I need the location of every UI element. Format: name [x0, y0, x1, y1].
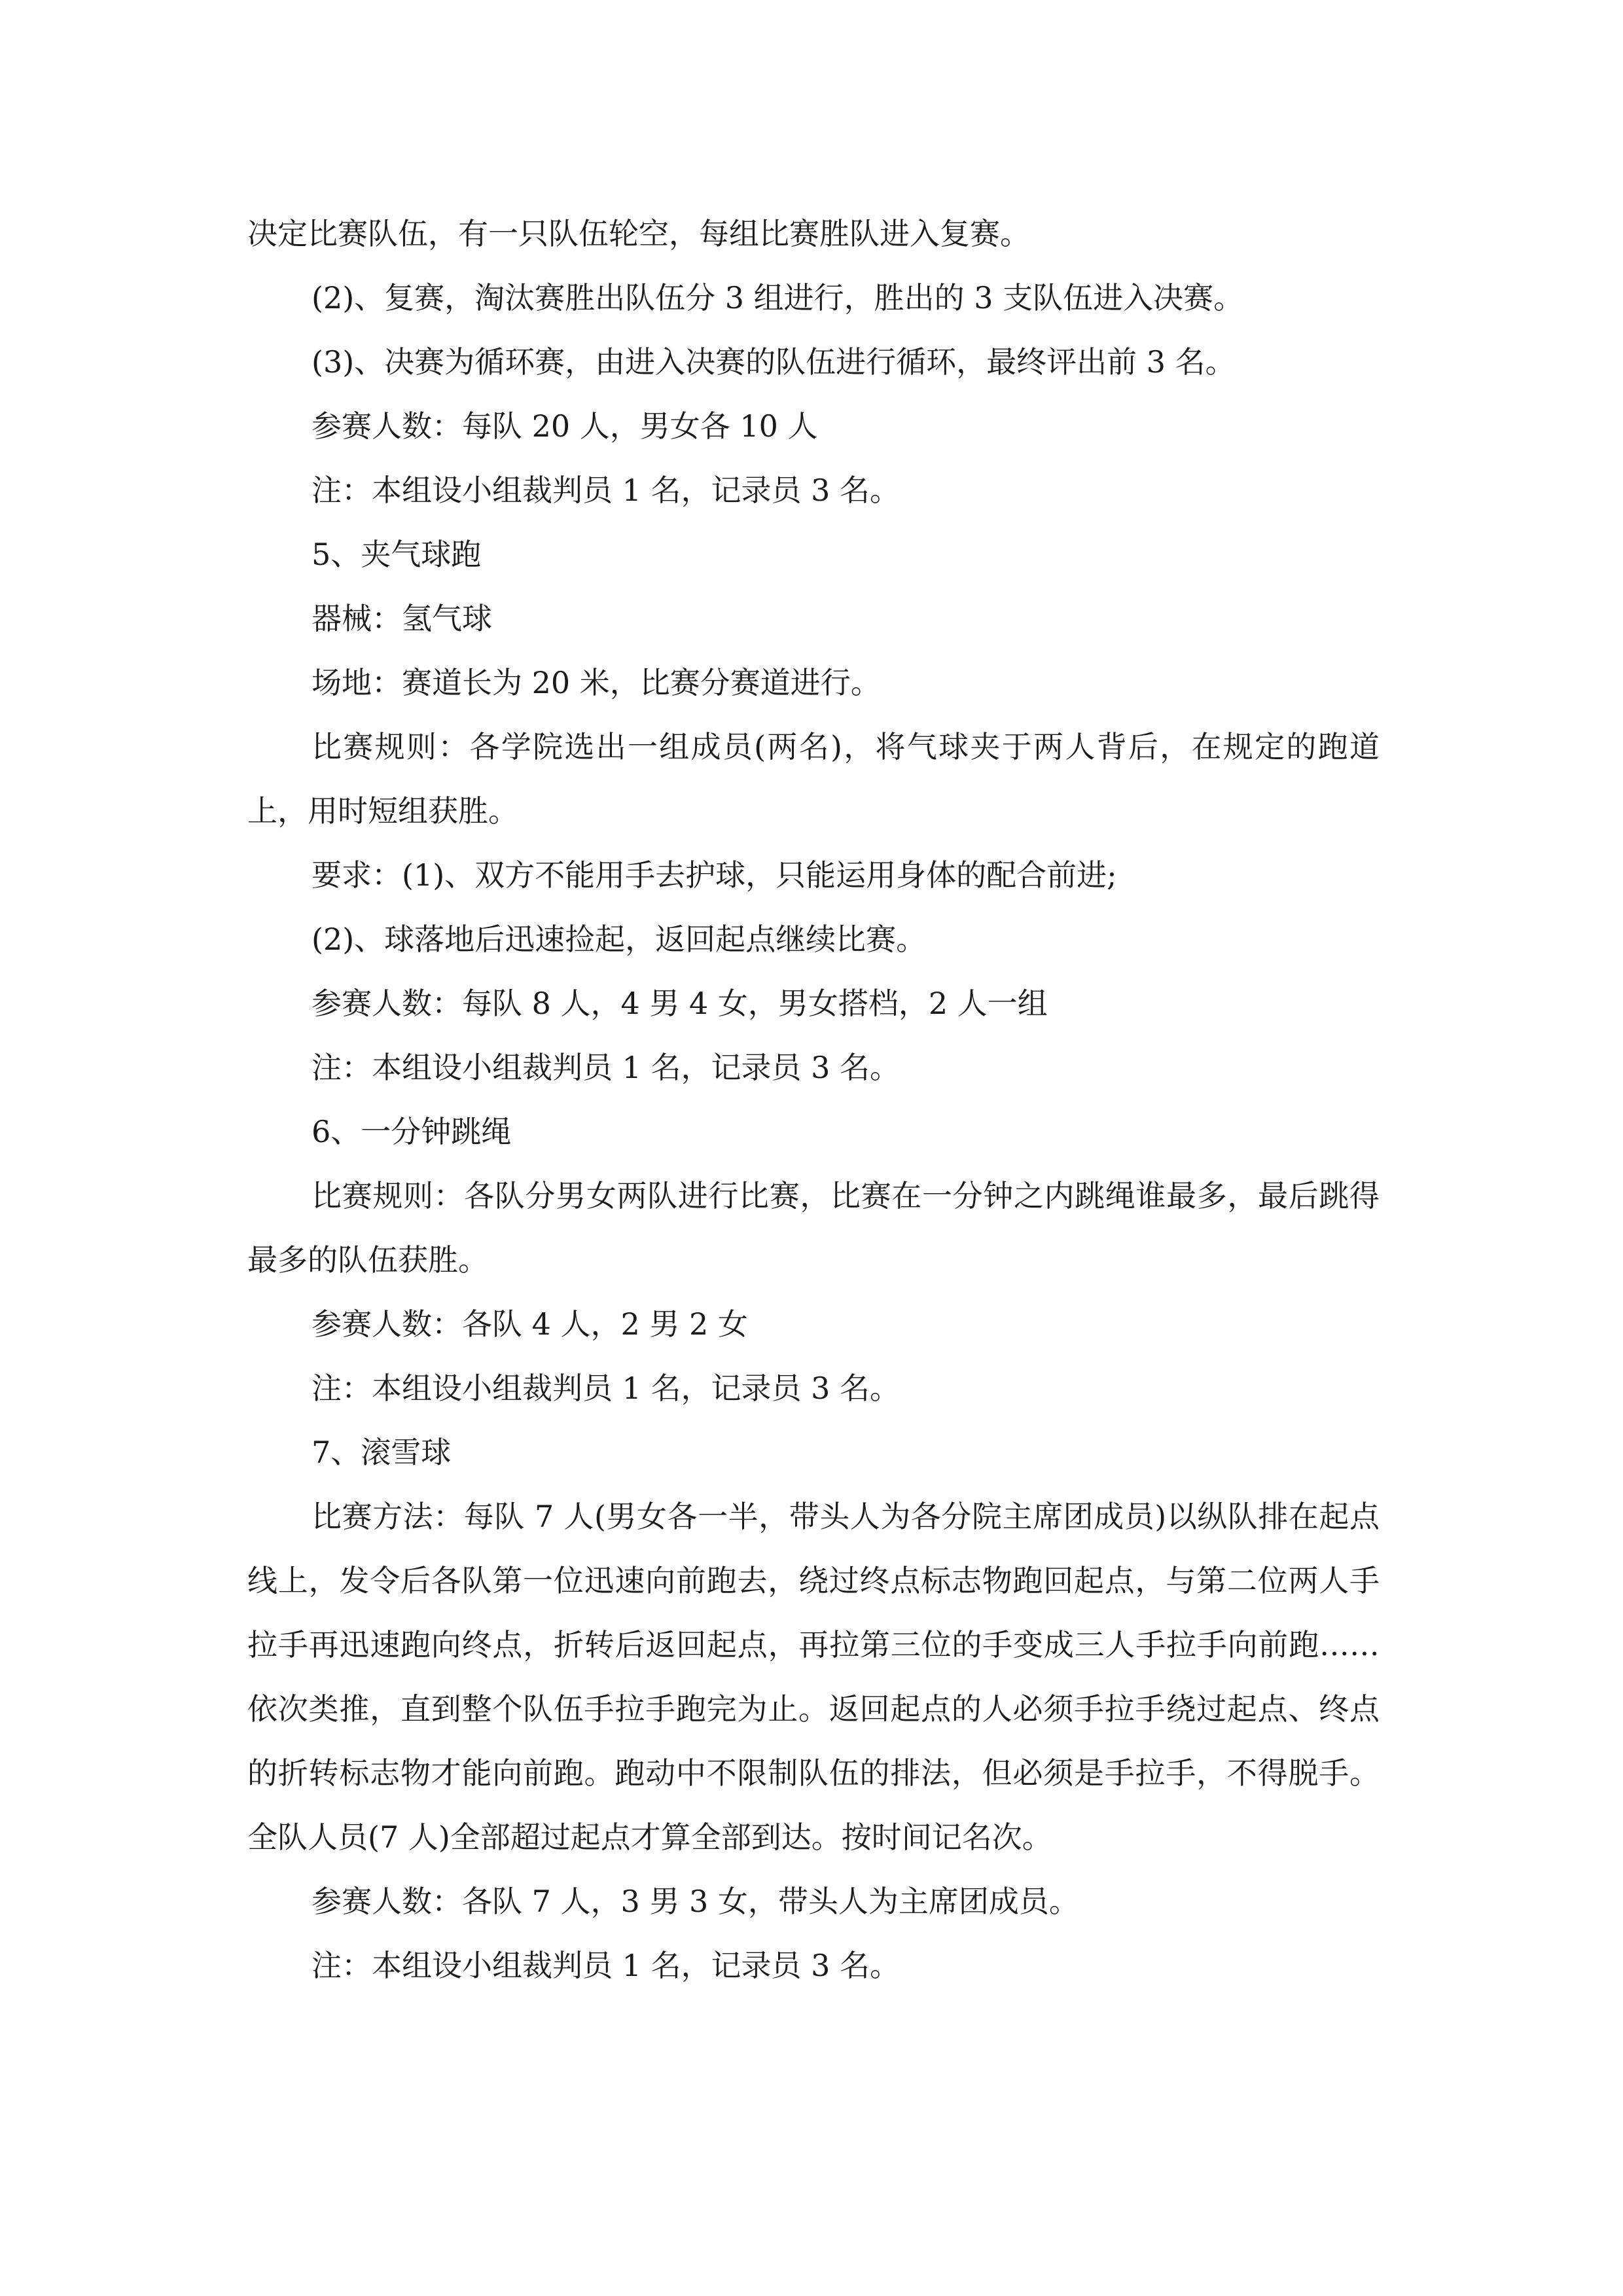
- section-heading-balloon-race: 5、夹气球跑: [312, 537, 482, 572]
- paragraph-note: 注：本组设小组裁判员 1 名，记录员 3 名。: [312, 1948, 901, 1983]
- paragraph-venue: 场地：赛道长为 20 米，比赛分赛道进行。: [312, 665, 881, 700]
- paragraph-requirement-2: (2)、球落地后迅速捡起，返回起点继续比赛。: [312, 922, 927, 957]
- paragraph-equipment: 器械：氢气球: [312, 601, 492, 636]
- paragraph-final-rule: (3)、决赛为循环赛，由进入决赛的队伍进行循环，最终评出前 3 名。: [312, 344, 1236, 380]
- paragraph-competition-rules: 比赛规则：各学院选出一组成员(两名)，将气球夹于两人背后，在规定的跑道上，用时短组获胜。: [247, 729, 1380, 829]
- paragraph-note: 注：本组设小组裁判员 1 名，记录员 3 名。: [312, 1050, 901, 1085]
- paragraph-participants: 参赛人数：各队 4 人，2 男 2 女: [312, 1306, 748, 1342]
- section-heading-snowball: 7、滚雪球: [312, 1435, 452, 1470]
- paragraph-semifinal-rule: (2)、复赛，淘汰赛胜出队伍分 3 组进行，胜出的 3 支队伍进入决赛。: [312, 280, 1244, 315]
- paragraph-competition-rules: 比赛规则：各队分男女两队进行比赛，比赛在一分钟之内跳绳谁最多，最后跳得最多的队伍获胜。: [247, 1178, 1380, 1278]
- paragraph-participants: 参赛人数：每队 20 人，男女各 10 人: [312, 408, 818, 444]
- document-body: [247, 202, 1380, 1998]
- paragraph-requirements: 要求：(1)、双方不能用手去护球，只能运用身体的配合前进;: [312, 857, 1117, 893]
- paragraph-note: 注：本组设小组裁判员 1 名，记录员 3 名。: [312, 473, 901, 508]
- paragraph-note: 注：本组设小组裁判员 1 名，记录员 3 名。: [312, 1371, 901, 1406]
- paragraph-continuation: 决定比赛队伍，有一只队伍轮空，每组比赛胜队进入复赛。: [247, 216, 1030, 251]
- paragraph-participants: 参赛人数：各队 7 人，3 男 3 女，带头人为主席团成员。: [312, 1884, 1079, 1919]
- section-heading-jump-rope: 6、一分钟跳绳: [312, 1114, 512, 1149]
- paragraph-competition-method: 比赛方法：每队 7 人(男女各一半，带头人为各分院主席团成员)以纵队排在起点线上，发令后各队第一位迅速向前跑去，绕过终点标志物跑回起点，与第二位两人手拉手再迅速跑向终点，折转后返回起点，再拉第三位的手变成三人手拉手向前跑……依次类推，直到整个队伍手拉手跑完为止。返回起点的人必须手拉手绕过起点、终点的折转标志物才能向前跑。跑动中不限制队伍的排法，但必须是手拉手，不得脱手。全队人员(7 人)全部超过起点才算全部到达。按时间记名次。: [247, 1499, 1380, 1855]
- paragraph-participants: 参赛人数：每队 8 人，4 男 4 女，男女搭档，2 人一组: [312, 986, 1048, 1021]
